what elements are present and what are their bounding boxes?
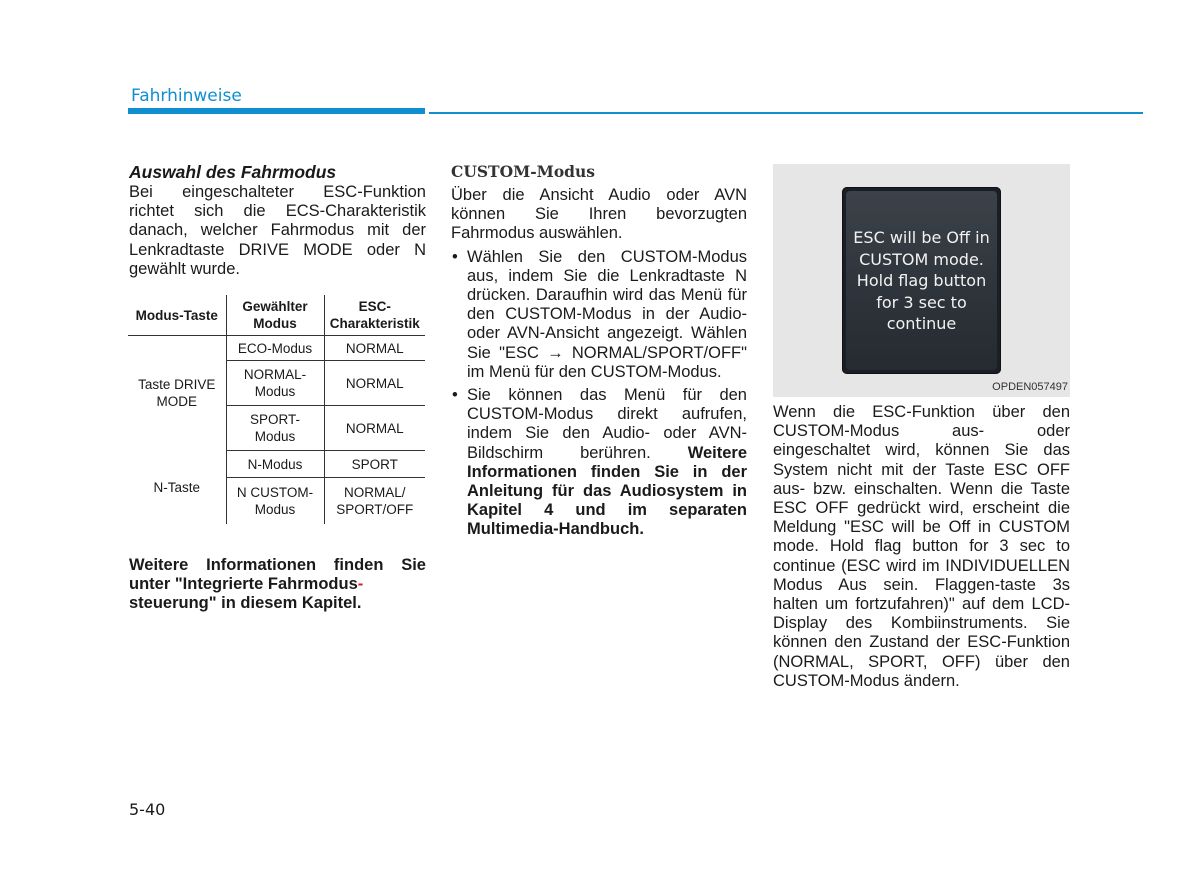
list-item: • Wählen Sie den CUSTOM-Modus aus, indem Sie die Lenkradtaste N drücken. Daraufhin wird das Menü für den CUSTOM-Modus in der Audio- oder AVN-Ansicht angezeigt. Wählen Sie "ESC → NORMAL/SPORT/OFF" im Menü für den CUSTOM-Modus. [451,248,747,382]
section-title: Fahrhinweise [131,86,242,106]
header-rule-thick [128,108,425,114]
drive-mode-heading: Auswahl des Fahrmodus [129,162,337,182]
esc-custom-paragraph: Wenn die ESC-Funktion über den CUSTOM-Modus aus- oder eingeschaltet wird, können Sie das System nicht mit der Taste ESC OFF aus- bzw. einschalten. Wenn die Taste ESC OFF gedrückt wird, erscheint die Meldung "ESC will be Off in CUSTOM mode. Hold flag button for 3 sec to continue (ESC wird im INDIVIDUELLEN Modus Aus sein. Flaggen-taste 3s halten um fortzufahren)" auf dem LCD-Display des Kombiinstruments. Sie können den Zustand der ESC-Funktion (NORMAL, SPORT, OFF) über den CUSTOM-Modus ändern. [773,403,1070,690]
cluster-message-figure [773,164,1070,397]
column-1 [129,162,426,279]
table-key-n-button: N-Taste [153,479,200,495]
table-cell-mode: N CUSTOM- Modus [226,478,324,525]
table-cell-esc: NORMAL [324,361,425,406]
drive-mode-table [128,295,425,524]
column-2 [451,162,747,540]
table-header-mode-button: Modus-Taste [128,295,226,336]
column-3 [773,403,1070,691]
custom-mode-intro: Über die Ansicht Audio oder AVN können Sie Ihren bevorzugten Fahrmodus auswählen. [451,186,747,243]
custom-mode-heading: CUSTOM-Modus [451,162,596,181]
table-cell-esc: SPORT [324,451,425,478]
header-rule-thin [429,112,1143,114]
table-cell-esc: NORMAL [324,336,425,361]
custom-mode-list [451,248,747,540]
drive-mode-paragraph: Bei eingeschalteter ESC-Funktion richtet sich die ECS-Charakteristik danach, welcher Fahrmodus mit der Lenkradtaste DRIVE MODE oder N gewählt wurde. [129,183,426,278]
table-row [128,451,425,478]
table-header-esc: ESC- Charakteristik [324,295,425,336]
page-number: 5-40 [129,800,166,819]
table-header-row [128,295,425,336]
table-cell-esc: NORMAL [324,406,425,451]
table-cell-esc: NORMAL/ SPORT/OFF [324,478,425,525]
table-cell-mode: N-Modus [226,451,324,478]
drive-mode-note: Weitere Informationen finden Sie unter "Integrierte Fahrmodus- steuerung" in diesem Kapitel. [129,556,426,613]
table-header-selected-mode: Gewählter Modus [226,295,324,336]
list-item: • Sie können das Menü für den CUSTOM-Modus direkt aufrufen, indem Sie den Audio- oder AVN-Bildschirm berühren. Weitere Informationen finden Sie in der Anleitung für das Audiosystem in Kapitel 4 und im separaten Multimedia-Handbuch. [451,386,747,540]
table-cell-mode: ECO-Modus [226,336,324,361]
table-row [128,336,425,361]
note-hyphen: - [357,575,364,594]
lcd-message: ESC will be Off in CUSTOM mode. Hold flag button for 3 sec to continue [853,228,990,333]
lcd-display [842,187,1001,374]
figure-code: OPDEN057497 [992,381,1068,393]
table-cell-mode: SPORT- Modus [226,406,324,451]
table-cell-mode: NORMAL- Modus [226,361,324,406]
table-key-drive-mode: Taste DRIVE MODE [138,377,216,410]
